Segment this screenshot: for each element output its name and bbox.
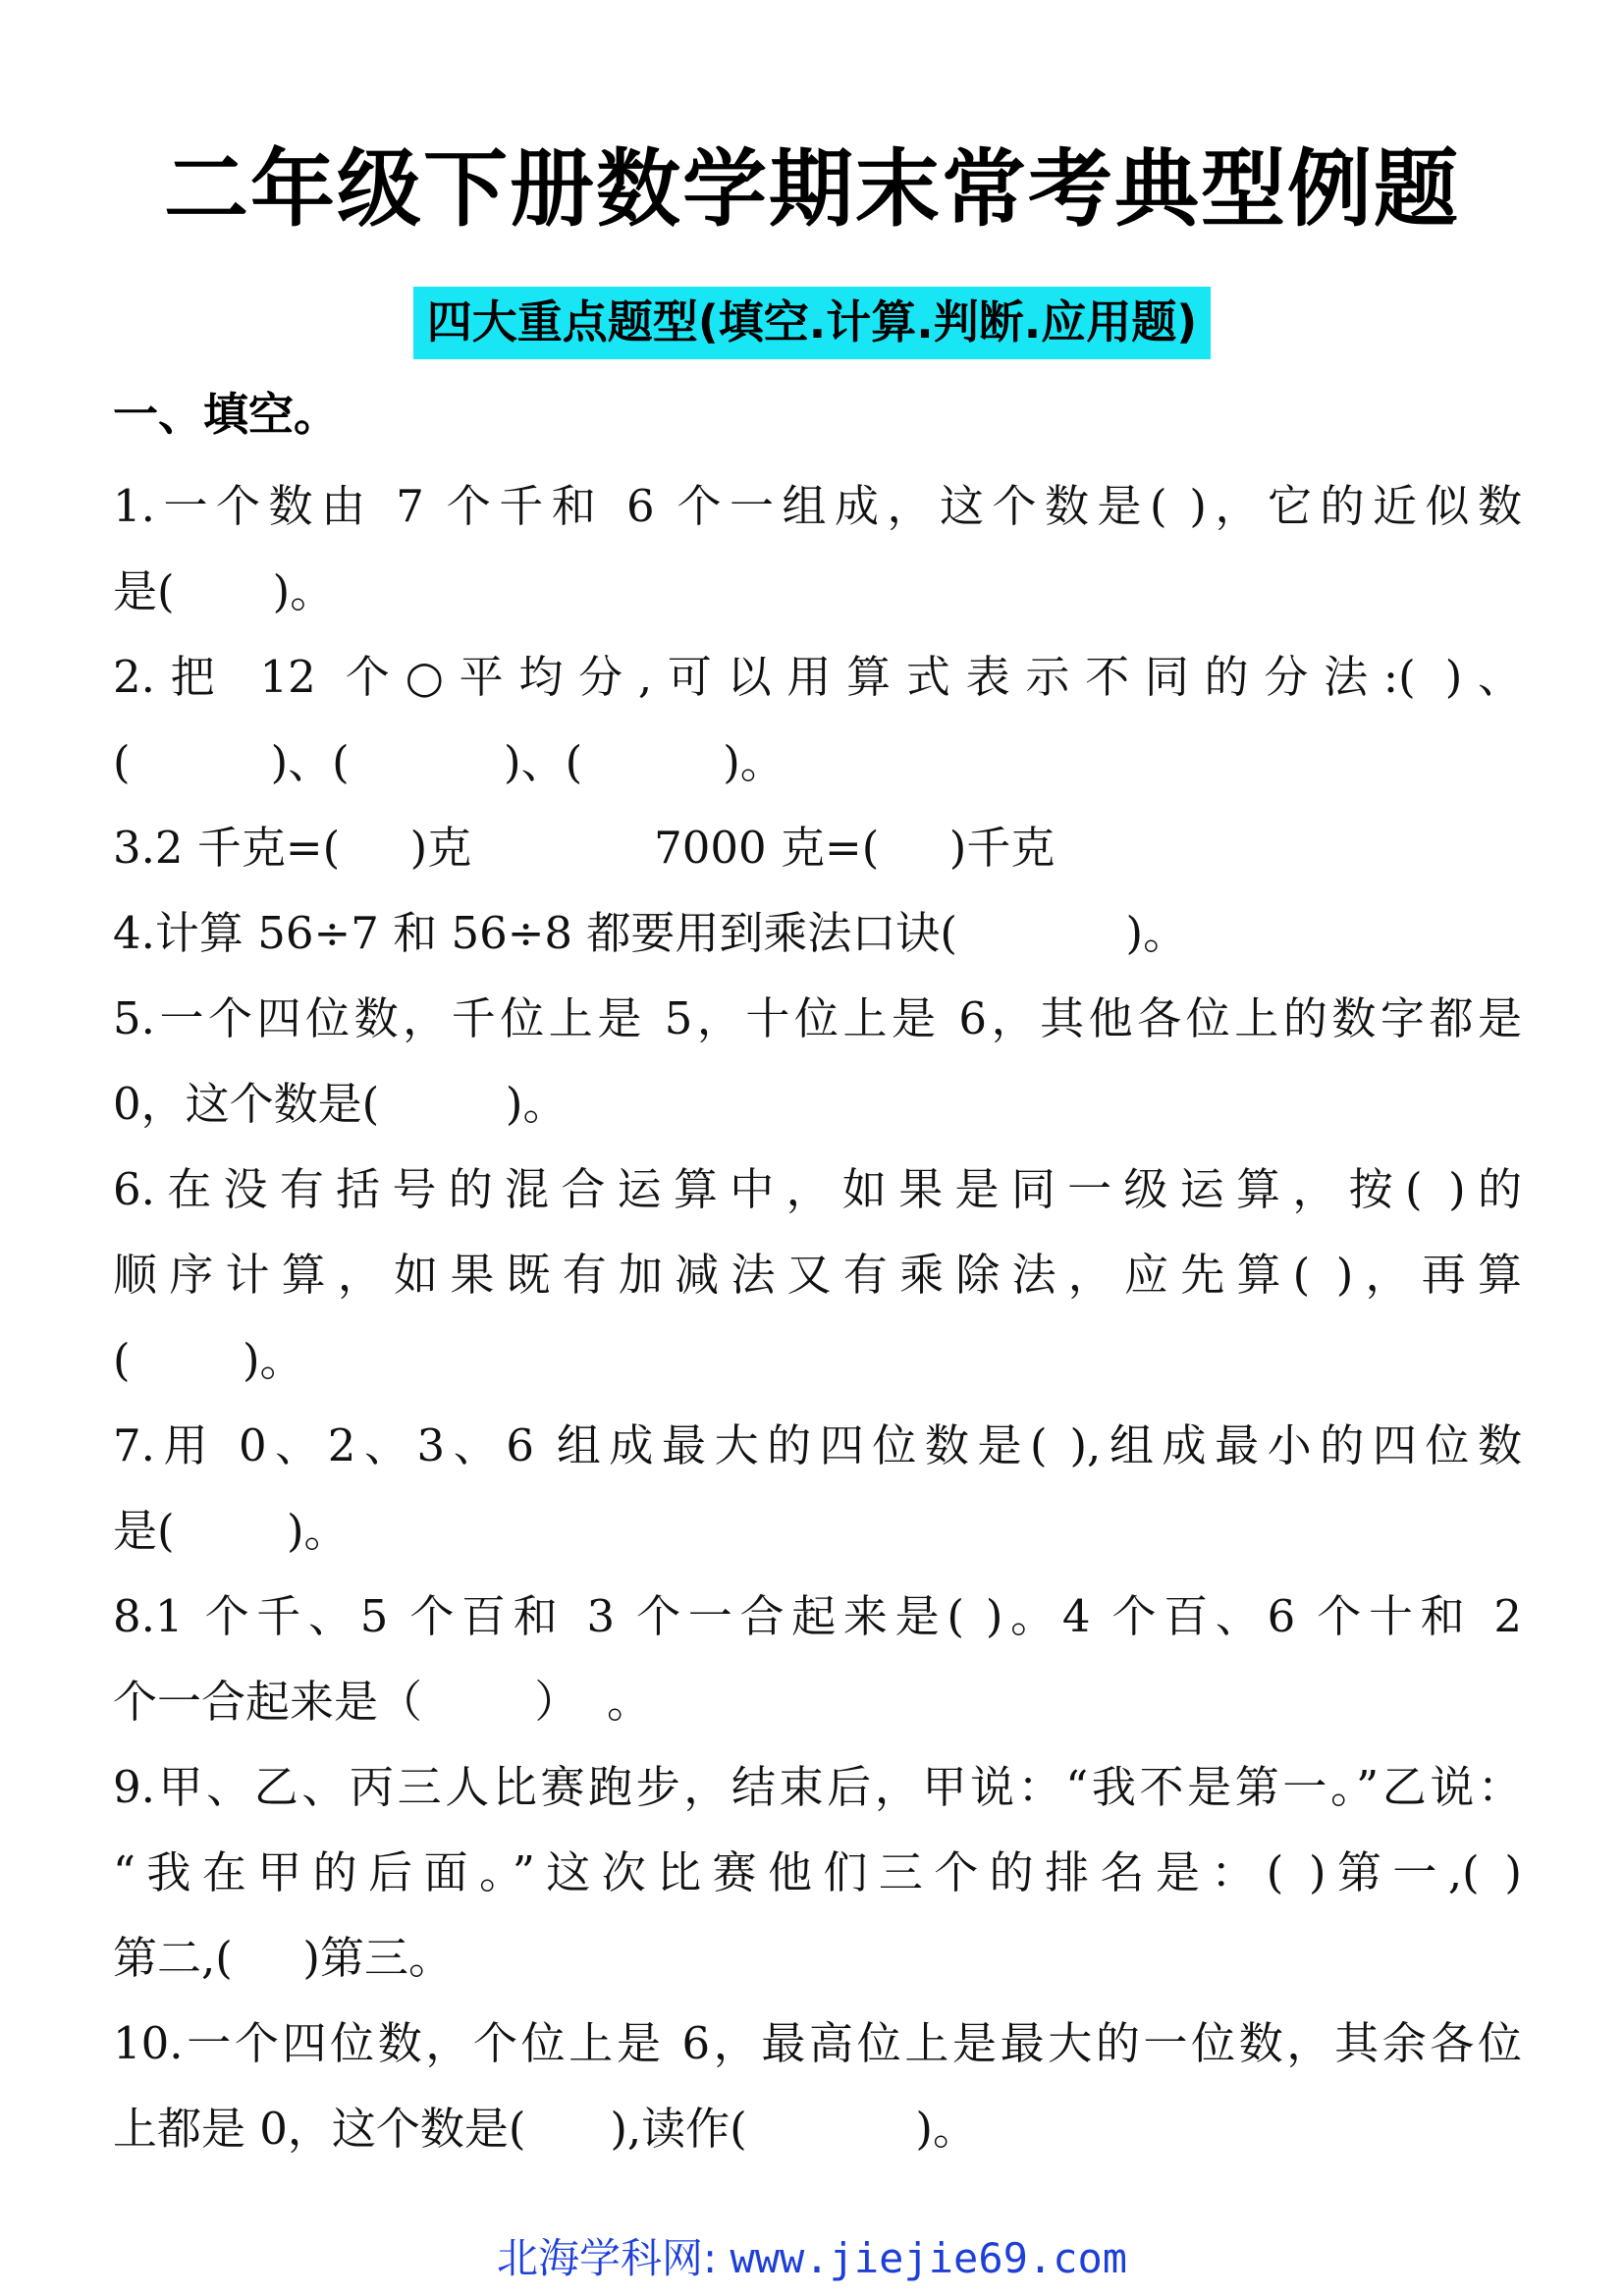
question-9-line-2: “我在甲的后面。”这次比赛他们三个的排名是：( )第一,( ) <box>113 1846 1522 1898</box>
question-7-line-1: 7.用 0、2、3、6 组成最大的四位数是( ),组成最小的四位数 <box>113 1419 1522 1471</box>
question-10-line-2: 上都是 0，这个数是( ),读作( )。 <box>113 2103 977 2155</box>
question-1-line-1: 1.一个数由 7 个千和 6 个一组成，这个数是( )，它的近似数 <box>113 480 1522 532</box>
question-content <box>113 385 1522 2171</box>
subtitle-banner: 四大重点题型(填空.计算.判断.应用题) <box>413 287 1211 359</box>
question-6-line-1: 6.在没有括号的混合运算中，如果是同一级运算，按( )的 <box>113 1163 1522 1215</box>
question-8-line-2: 个一合起来是（ ） 。 <box>113 1676 652 1728</box>
question-9-line-1: 9.甲、乙、丙三人比赛跑步，结束后，甲说：“我不是第一。”乙说： <box>113 1761 1522 1813</box>
question-8-line-1: 8.1 个千、5 个百和 3 个一合起来是( )。4 个百、6 个十和 2 <box>113 1590 1522 1642</box>
question-7-line-2: 是( )。 <box>113 1505 349 1557</box>
question-6-line-2: 顺序计算，如果既有加减法又有乘除法，应先算( )，再算 <box>113 1249 1522 1301</box>
footer-url-link[interactable]: www.jiejie69.com <box>730 2234 1128 2282</box>
question-5-line-2: 0，这个数是( )。 <box>113 1078 568 1130</box>
question-10-line-1: 10.一个四位数，个位上是 6，最高位上是最大的一位数，其余各位 <box>113 2017 1522 2069</box>
subtitle-banner-wrap <box>0 287 1624 359</box>
question-2-line-2: ( )、( )、( )。 <box>113 736 785 788</box>
question-3-line-1: 3.2 千克=( )克 7000 克=( )千克 <box>113 822 1056 874</box>
question-6-line-3: ( )。 <box>113 1334 304 1386</box>
question-4-line-1: 4.计算 56÷7 和 56÷8 都要用到乘法口诀( )。 <box>113 907 1188 959</box>
question-2-line-1: 2.把 12 个○平均分,可以用算式表示不同的分法:( )、 <box>113 651 1522 703</box>
section-heading: 一、填空。 <box>113 388 339 441</box>
footer-watermark <box>0 2226 1624 2285</box>
question-1-line-2: 是( )。 <box>113 565 335 617</box>
question-9-line-3: 第二,( )第三。 <box>113 1932 453 1984</box>
page-title: 二年级下册数学期末常考典型例题 <box>164 140 1460 239</box>
footer-site-name: 北海学科网: <box>496 2234 718 2282</box>
question-5-line-1: 5.一个四位数，千位上是 5，十位上是 6，其他各位上的数字都是 <box>113 992 1522 1044</box>
